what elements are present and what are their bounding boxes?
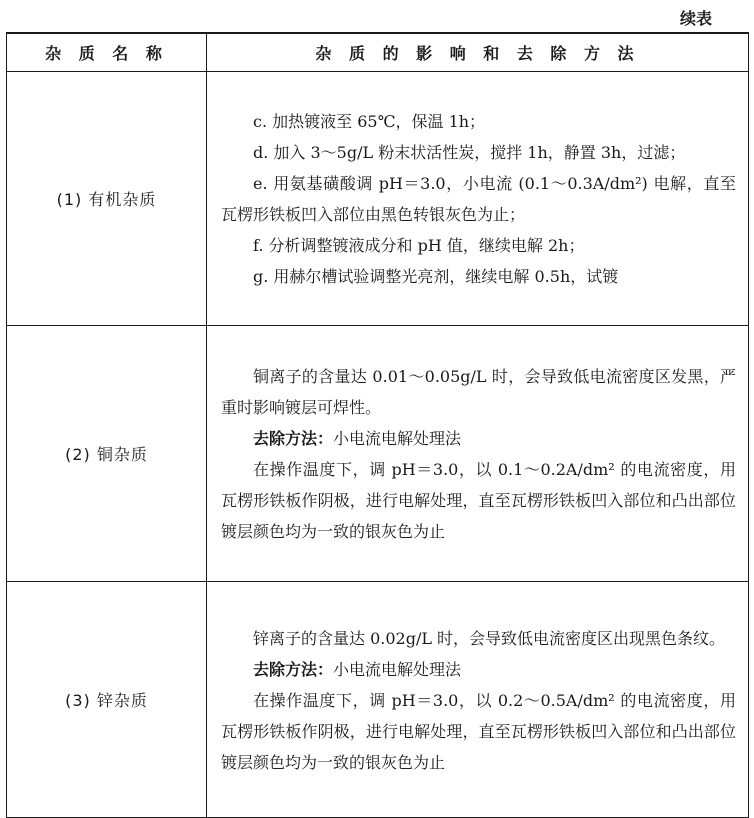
step-d: d. 加入 3～5g/L 粉末状活性炭，搅拌 1h，静置 3h，过滤； (253, 143, 686, 162)
impurity-name: (3) 锌杂质 (7, 582, 207, 818)
continued-label: 续表 (679, 9, 712, 28)
method-name: 小电流电解处理法 (333, 659, 462, 679)
impurity-name: (1) 有机杂质 (7, 72, 207, 326)
method-paragraph (221, 423, 736, 454)
impurity-description (207, 72, 749, 326)
procedure-paragraph: 在操作温度下，调 pH＝3.0，以 0.2～0.5A/dm² 的电流密度，用瓦楞形铁板作阴极，进行电解处理，直至瓦楞形铁板凹入部位和凸出部位镀层颜色均为一致的银灰色为止 (221, 690, 736, 772)
impurity-table (6, 32, 749, 818)
impurity-name: (2) 铜杂质 (7, 326, 207, 582)
table-header-row (7, 33, 749, 72)
effect-paragraph: 铜离子的含量达 0.01～0.05g/L 时，会导致低电流密度区发黑，严重时影响镀层可焊性。 (221, 367, 736, 417)
method-label: 去除方法： (253, 659, 334, 679)
step-e: e. 用氨基磺酸调 pH＝3.0，小电流 (0.1～0.3A/dm²) 电解，直至瓦楞形铁板凹入部位由黑色转银灰色为止； (221, 174, 736, 224)
header-effect-and-removal: 杂 质 的 影 响 和 去 除 方 法 (207, 33, 749, 72)
step-c: c. 加热镀液至 65℃，保温 1h； (253, 112, 486, 131)
impurity-description (207, 326, 749, 582)
table-row (7, 326, 749, 582)
impurity-description (207, 582, 749, 818)
effect-paragraph: 锌离子的含量达 0.02g/L 时，会导致低电流密度区出现黑色条纹。 (253, 628, 726, 648)
step-g: g. 用赫尔槽试验调整光亮剂，继续电解 0.5h，试镀 (253, 267, 619, 286)
procedure-paragraph: 在操作温度下，调 pH＝3.0，以 0.1～0.2A/dm² 的电流密度，用瓦楞形铁板作阴极，进行电解处理，直至瓦楞形铁板凹入部位和凸出部位镀层颜色均为一致的银灰色为止 (221, 460, 736, 541)
step-f: f. 分析调整镀液成分和 pH 值，继续电解 2h； (253, 236, 585, 255)
method-name: 小电流电解处理法 (333, 429, 462, 448)
table-row (7, 72, 749, 326)
method-label: 去除方法： (253, 429, 334, 448)
method-paragraph (221, 654, 736, 685)
header-impurity-name: 杂 质 名 称 (7, 33, 207, 72)
table-row (7, 582, 749, 818)
